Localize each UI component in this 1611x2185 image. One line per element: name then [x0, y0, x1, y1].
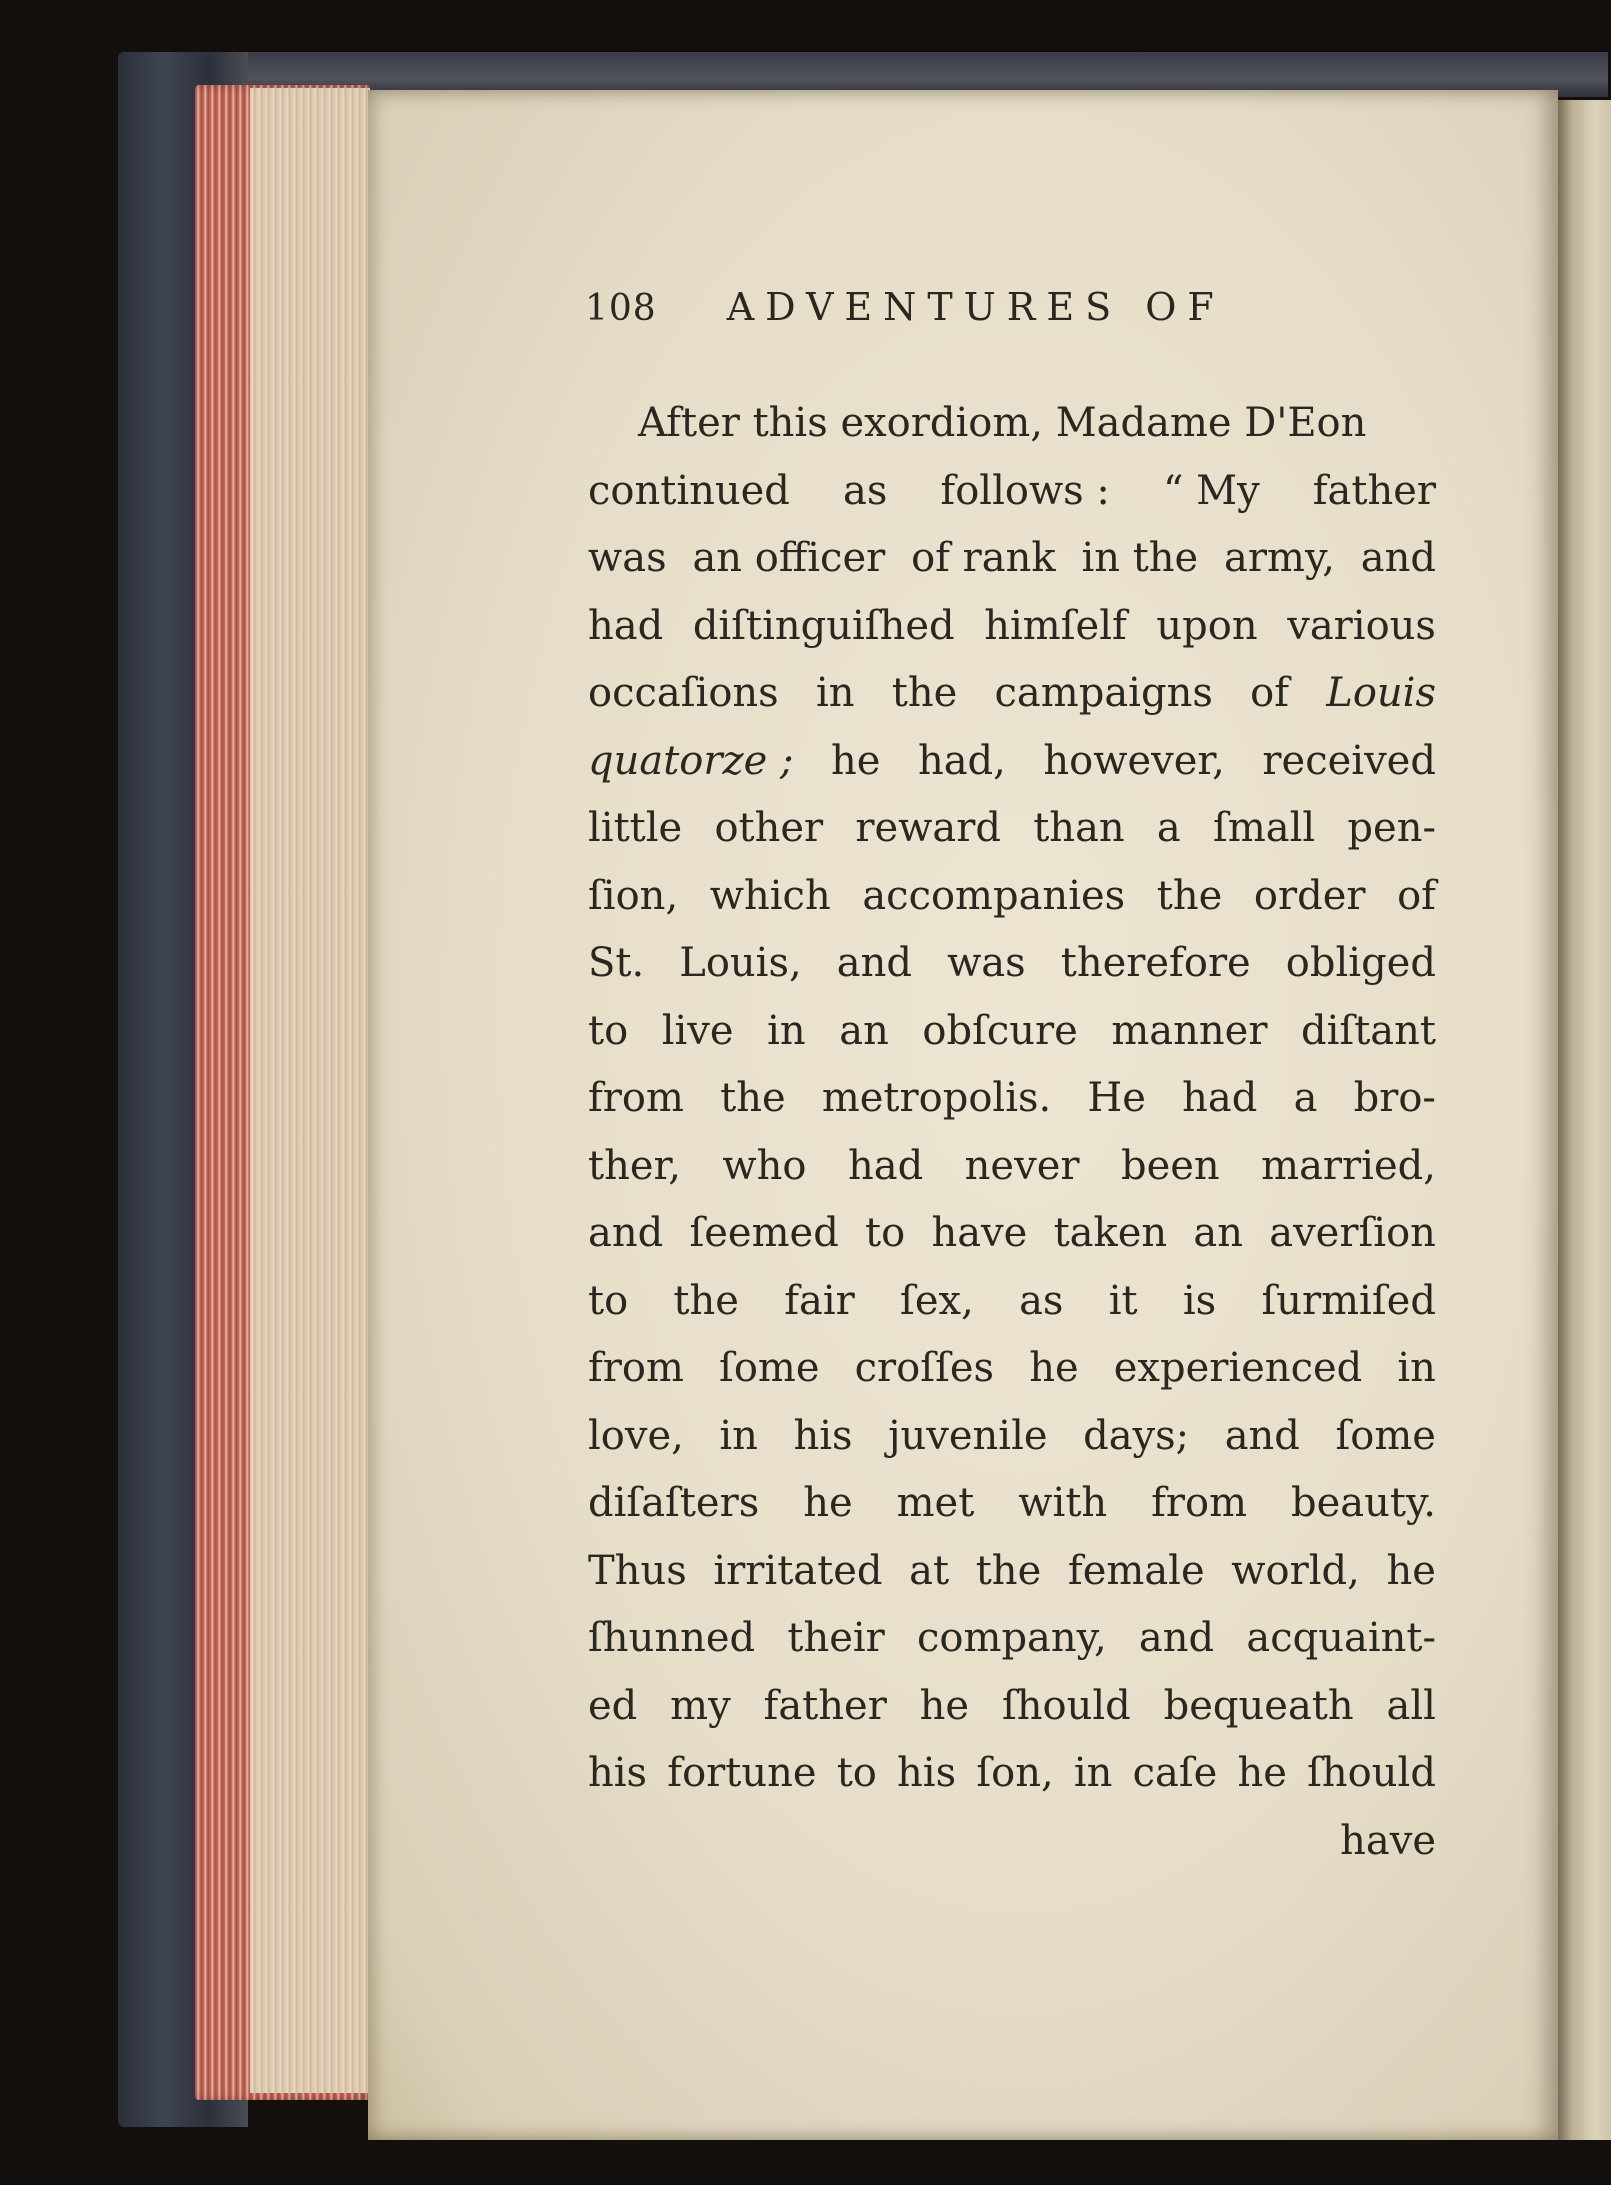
word: ſhould: [1307, 1750, 1436, 1796]
word: in: [719, 1412, 758, 1459]
word: as: [842, 467, 888, 514]
word: ſon,: [976, 1750, 1054, 1796]
text-line: [588, 390, 1436, 458]
page-header: [585, 285, 1325, 329]
text-line: [588, 1740, 1436, 1808]
text-line: [588, 458, 1436, 526]
word: and: [1224, 1412, 1300, 1459]
word: accompanies: [862, 872, 1126, 919]
word: from: [1151, 1480, 1248, 1526]
word: fair: [784, 1277, 855, 1324]
word: an: [839, 1007, 889, 1054]
word: have: [931, 1210, 1028, 1256]
text-line: [588, 1335, 1436, 1403]
word: was: [947, 940, 1026, 986]
word: manner: [1111, 1007, 1268, 1054]
text-line: [588, 1538, 1436, 1606]
word: bro-: [1353, 1075, 1436, 1121]
word: ther,: [588, 1142, 681, 1189]
word: ſhould: [1001, 1682, 1131, 1729]
word: was: [588, 535, 667, 581]
word: an officer: [692, 535, 886, 581]
text-line: [588, 1403, 1436, 1471]
word: days;: [1083, 1412, 1190, 1459]
word: than: [1033, 805, 1125, 851]
word: diſtinguiſhed: [692, 602, 955, 649]
word: to: [588, 1277, 629, 1324]
word: to: [865, 1210, 906, 1256]
word: in: [1397, 1345, 1436, 1391]
word: order: [1253, 872, 1366, 919]
word: After this exordiom, Madame D'Eon: [638, 400, 1367, 446]
word: with: [1018, 1480, 1108, 1526]
word: ſurmiſed: [1261, 1277, 1436, 1324]
word: been: [1120, 1142, 1220, 1189]
word: himſelf: [984, 602, 1127, 649]
word: world,: [1231, 1547, 1360, 1594]
word: it: [1108, 1277, 1138, 1324]
text-line: [588, 1605, 1436, 1673]
word: had: [1182, 1075, 1258, 1121]
word: bequeath: [1163, 1682, 1354, 1729]
word: upon: [1156, 602, 1258, 649]
text-line: [588, 1268, 1436, 1336]
word: had,: [917, 737, 1006, 784]
word: juvenile: [888, 1412, 1048, 1459]
word: an: [1193, 1210, 1243, 1256]
word: “ My: [1162, 467, 1260, 514]
word: female: [1067, 1547, 1205, 1594]
text-line: [588, 1065, 1436, 1133]
word: who: [722, 1142, 807, 1189]
word: he: [830, 737, 881, 784]
word: He: [1087, 1075, 1146, 1121]
word: father: [1312, 467, 1436, 514]
word: married,: [1261, 1142, 1436, 1189]
word: he: [803, 1480, 853, 1526]
word: ſmall: [1213, 805, 1316, 851]
page-edges-light: [250, 88, 370, 2093]
text-line: [588, 998, 1436, 1066]
word: he: [1237, 1750, 1287, 1796]
word: Louis,: [679, 940, 802, 986]
word: metropolis.: [821, 1075, 1052, 1121]
word: fortune: [667, 1750, 817, 1796]
word: caſe: [1132, 1750, 1218, 1796]
word: ed: [588, 1682, 638, 1729]
facing-page-edge: [1555, 100, 1611, 2140]
word: the: [891, 670, 958, 716]
catchword: have: [1340, 1817, 1436, 1864]
word: experienced: [1113, 1345, 1363, 1391]
body-text: [588, 390, 1436, 1875]
word: taken: [1053, 1210, 1168, 1256]
word: received: [1262, 737, 1436, 784]
word: St.: [588, 940, 645, 986]
word: therefore: [1060, 940, 1251, 986]
word: other: [714, 805, 824, 851]
page-number: 108: [585, 288, 657, 329]
word: in: [767, 1007, 806, 1054]
word: of rank: [911, 535, 1056, 581]
word: is: [1182, 1277, 1217, 1324]
word: and: [1360, 535, 1436, 581]
catchword-line: [588, 1808, 1436, 1876]
word: obliged: [1285, 940, 1436, 986]
word: reward: [855, 805, 1001, 851]
word: to: [836, 1750, 877, 1796]
word: ſhunned: [588, 1615, 756, 1661]
word: he: [1029, 1345, 1079, 1391]
word: from: [588, 1345, 684, 1391]
text-line: [588, 1133, 1436, 1201]
word: he: [1386, 1547, 1436, 1594]
word: their: [787, 1615, 885, 1661]
word: ſeemed: [689, 1210, 839, 1256]
word: my: [670, 1682, 731, 1729]
word: all: [1386, 1682, 1436, 1729]
word: a: [1293, 1075, 1318, 1121]
word: father: [763, 1682, 887, 1729]
word: acquaint-: [1246, 1615, 1436, 1661]
word: he: [919, 1682, 970, 1729]
word: never: [964, 1142, 1080, 1189]
text-line: [588, 660, 1436, 728]
word: from: [588, 1075, 684, 1121]
word: as: [1019, 1277, 1064, 1324]
word: in the: [1081, 535, 1199, 581]
word: army,: [1224, 535, 1335, 581]
word: diſaſters: [588, 1480, 760, 1526]
word: ſome: [1335, 1412, 1436, 1459]
text-line: [588, 728, 1436, 796]
word: in: [815, 670, 855, 716]
word: of: [1397, 872, 1436, 919]
word: little: [588, 805, 683, 851]
word: follows :: [940, 467, 1110, 514]
text-line: [588, 863, 1436, 931]
word: his: [588, 1750, 648, 1796]
text-line: [588, 593, 1436, 661]
word: had: [847, 1142, 924, 1189]
word: live: [661, 1007, 734, 1054]
word: which: [709, 872, 831, 919]
word: ſome: [719, 1345, 820, 1391]
word: various: [1287, 602, 1436, 649]
word: love,: [588, 1412, 684, 1459]
word: diſtant: [1301, 1007, 1436, 1054]
word: obſcure: [922, 1007, 1078, 1054]
text-line: [588, 1200, 1436, 1268]
running-head: ADVENTURES OF: [726, 285, 1225, 329]
text-line: [588, 525, 1436, 593]
word: his: [793, 1412, 853, 1459]
word: and: [836, 940, 912, 986]
word: and: [588, 1210, 664, 1256]
word: irritated: [713, 1547, 883, 1594]
word: to: [588, 1007, 629, 1054]
word: occaſions: [588, 670, 779, 716]
word: continued: [588, 467, 790, 514]
word: Louis: [1326, 670, 1436, 716]
word: beauty.: [1291, 1480, 1436, 1526]
word: campaigns: [994, 670, 1213, 716]
word: met: [896, 1480, 975, 1526]
text-line: [588, 1470, 1436, 1538]
word: averſion: [1269, 1210, 1436, 1256]
word: ſion,: [588, 872, 679, 919]
word: ſex,: [900, 1277, 974, 1324]
text-line: [588, 795, 1436, 863]
word: pen-: [1347, 805, 1436, 851]
word: at: [909, 1547, 950, 1594]
word: the: [673, 1277, 739, 1324]
word: of: [1250, 670, 1289, 716]
text-line: [588, 930, 1436, 998]
word: had: [588, 602, 664, 649]
word: the: [975, 1547, 1042, 1594]
word: however,: [1043, 737, 1225, 784]
word: croſſes: [854, 1345, 995, 1391]
text-line: [588, 1673, 1436, 1741]
word: in: [1073, 1750, 1113, 1796]
word: Thus: [588, 1547, 687, 1594]
word: the: [720, 1075, 786, 1121]
word: quatorze ;: [588, 737, 794, 784]
word: and: [1138, 1615, 1215, 1661]
word: a: [1156, 805, 1181, 851]
word: his: [897, 1750, 957, 1796]
word: company,: [917, 1615, 1107, 1661]
word: the: [1156, 872, 1223, 919]
